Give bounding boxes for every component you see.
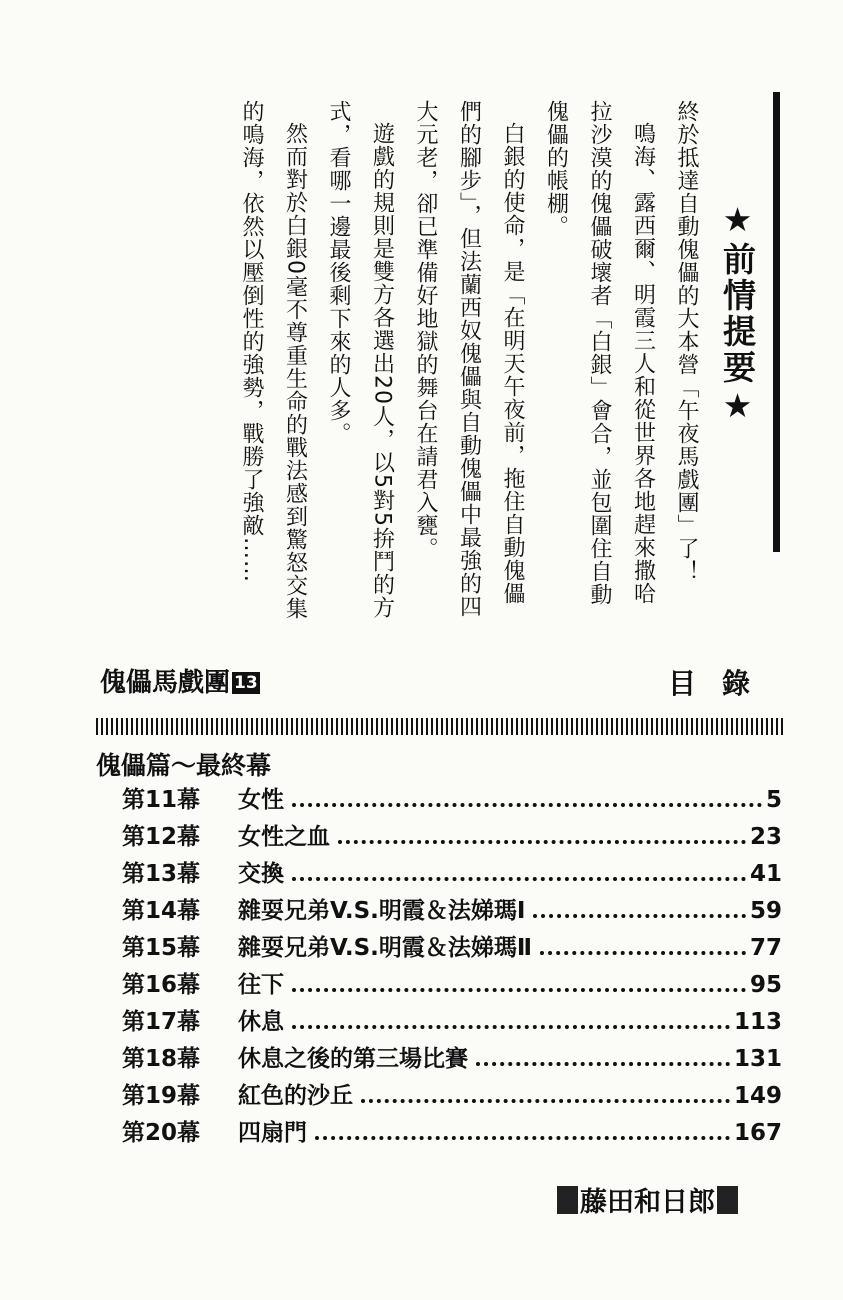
decorative-block [717,1186,738,1214]
author-name: 藤田和日郎 [580,1187,715,1218]
toc-title: 目錄 [667,667,776,700]
section-title: 傀儡篇～最終幕 [96,751,272,780]
toc-row[interactable] [122,929,782,966]
book-title [100,662,260,699]
chapter-page: 167 [733,1120,782,1146]
chapter-page: 23 [749,824,782,850]
synopsis-heading: ★前情提要★ [718,200,757,428]
dot-leader [292,877,746,881]
volume-number: 13 [234,673,258,693]
chapter-number: 第12幕 [122,824,201,850]
dot-leader [361,1099,730,1103]
chapter-page: 149 [733,1083,782,1109]
chapter-title: 四扇門 [238,1120,307,1146]
chapter-number: 第11幕 [122,787,201,813]
synopsis-block [60,70,780,620]
chapter-title: 交換 [238,861,284,887]
chapter-page: 131 [733,1046,782,1072]
dot-leader [292,988,746,992]
dot-leader [292,803,762,807]
toc-row[interactable] [122,818,782,855]
toc-list [122,781,782,1151]
synopsis-paragraph: 終於抵達自動傀儡的大本營「午夜馬戲團」了！ [674,100,699,583]
author-credit [555,1180,740,1219]
dot-leader [338,840,746,844]
book-title-text: 傀儡馬戲團 [100,668,231,698]
chapter-number: 第16幕 [122,972,201,998]
toc-row[interactable] [122,855,782,892]
chapter-title: 休息 [238,1009,284,1035]
decorative-block [557,1186,578,1214]
chapter-title: 休息之後的第三場比賽 [238,1046,468,1072]
toc-row[interactable] [122,892,782,929]
chapter-number: 第14幕 [122,898,201,924]
chapter-page: 5 [765,787,782,813]
synopsis-paragraph: 白銀的使命，是「在明天午夜前，拖住自動傀儡們的腳步」，但法蘭西奴傀儡與自動傀儡中最強的四大元老，卻已準備好地獄的舞台在請君入甕。 [413,100,525,618]
chapter-page: 95 [749,972,782,998]
chapter-number: 第17幕 [122,1009,201,1035]
chapter-page: 113 [733,1009,782,1035]
toc-row[interactable] [122,781,782,818]
chapter-number: 第18幕 [122,1046,201,1072]
chapter-number: 第19幕 [122,1083,201,1109]
chapter-title: 往下 [238,972,284,998]
chapter-number: 第20幕 [122,1120,201,1146]
synopsis-divider [773,92,780,552]
chapter-title: 女性 [238,787,284,813]
dot-leader [315,1136,730,1140]
toc-row[interactable] [122,1114,782,1151]
toc-row[interactable] [122,966,782,1003]
synopsis-text [230,100,709,620]
toc-row[interactable] [122,1077,782,1114]
toc-header [100,662,782,702]
chapter-title: 雜耍兄弟V.S.明霞＆法娣瑪Ⅱ [238,935,533,961]
synopsis-paragraph: 鳴海、露西爾、明霞三人和從世界各地趕來撒哈拉沙漠的傀儡破壞者「白銀」會合，並包圍住自動傀儡的帳棚。 [543,100,656,606]
chapter-page: 77 [749,935,782,961]
chapter-title: 女性之血 [238,824,330,850]
chapter-number: 第15幕 [122,935,201,961]
chapter-number: 第13幕 [122,861,201,887]
dot-leader [292,1025,730,1029]
chapter-title: 雜耍兄弟V.S.明霞＆法娣瑪Ⅰ [238,898,526,924]
chapter-page: 59 [749,898,782,924]
dot-leader [476,1062,730,1066]
synopsis-paragraph: 遊戲的規則是雙方各選出20人，以5對5拚鬥的方式，看哪一邊最後剩下來的人多。 [326,100,395,619]
chapter-title: 紅色的沙丘 [238,1083,353,1109]
dot-leader [540,951,746,955]
chapter-page: 41 [749,861,782,887]
decorative-tick-bar [96,718,784,735]
toc-row[interactable] [122,1003,782,1040]
dot-leader [533,914,746,918]
toc-row[interactable] [122,1040,782,1077]
synopsis-paragraph: 然而對於白銀0毫不尊重生命的戰法感到驚怒交集的鳴海，依然以壓倒性的強勢，戰勝了強敵…… [239,100,308,620]
